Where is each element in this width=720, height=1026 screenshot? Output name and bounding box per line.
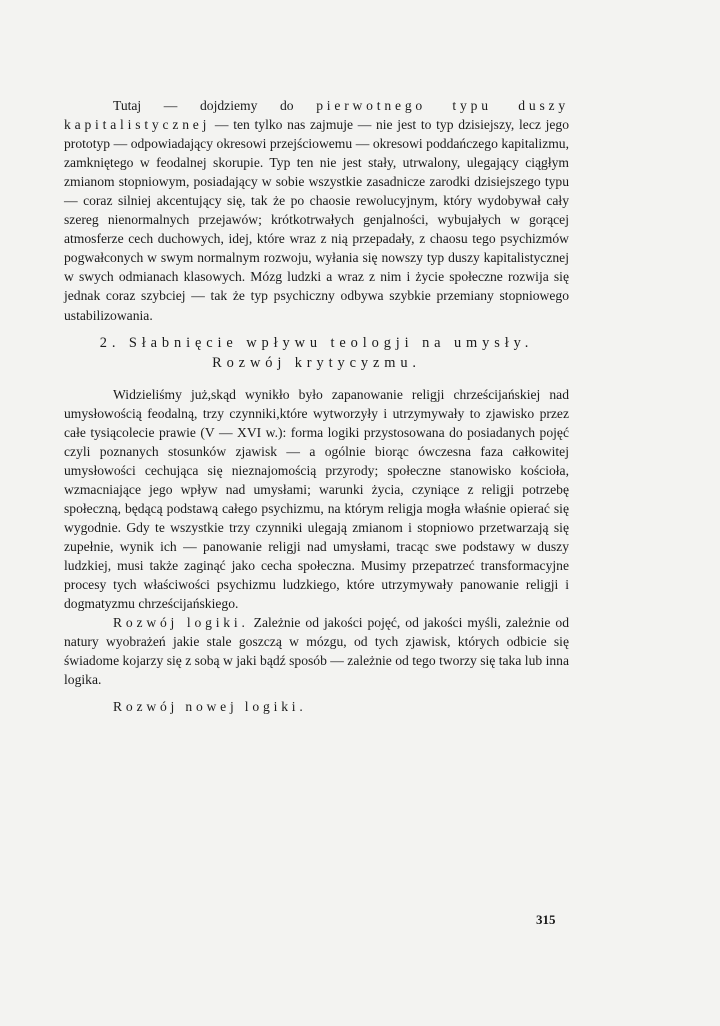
paragraph-3 (64, 613, 569, 689)
paragraph-2: Widzieliśmy już,skąd wynikło było zapanowanie religji chrześcijańskiej nad umysłowością feodalną, trzy czynniki,które wytworzyły i utrzymywały to zjawisko przez całe tysiącolecie prawie (V — XVI w.): forma logiki przystosowana do posiadanych pojęć czyli poznanych stosunków zjawisk — a ogólnie biorąc ówczesna faza całkowitej umysłowości cechująca się nieznajomością przyrody; społeczne stanowisko kościoła, wzmacniające jego wpływ nad umysłami; warunki życia, czyniące z religji potrzebę społeczną, będącą podstawą całego psychizmu, na którym religja mogła właśnie opierać się wygodnie. Gdy te wszystkie trzy czynniki ulegają zmianom i stopniowo przetwarzają się zupełnie, wynik ich — panowanie religji nad umysłami, tracąc swe podstawy w duszy ludzkiej, musi także zaginąć jako cecha społeczna. Musimy przepatrzeć transformacyjne procesy tych właściwości psychizmu ludzkiego, które utrzymywały panowanie religji i dogmatyzmu chrześcijańskiego. (64, 386, 569, 612)
emphasized-term: pierwotnego typu duszy kapitalistycznej (64, 98, 569, 133)
section-heading-line-1: 2. Słabnięcie wpływu teologji na umysły. (99, 334, 534, 351)
paragraph-4-lead: Rozwój nowej logiki. (113, 699, 307, 715)
section-heading-line-2: Rozwój krytycyzmu. (212, 354, 421, 371)
paragraph-3-body: Zależnie od jakości pojęć, od jakości myśli, zależnie od natury wyobrażeń jakie stale goszczą w mózgu, od tych zjawisk, których odbicie się świadome kojarzy się z sobą w jaki bądź sposób — zależnie od tego tworzy się taka lub inna logika. (64, 615, 569, 688)
paragraph-4 (64, 697, 569, 716)
page-text (64, 96, 569, 716)
paragraph-1-intro: Tutaj — dojdziemy do (113, 98, 294, 113)
paragraph-3-lead: Rozwój logiki. (113, 615, 249, 631)
page-number: 315 (536, 912, 556, 927)
paragraph-1-body: — ten tylko nas zajmuje — nie jest to typ dzisiejszy, lecz jego prototyp — odpowiadający okresowi przejściowemu — okresowi poddańczego kapitalizmu, zamkniętego w feodalnej skorupie. Typ ten nie jest stały, utrwalony, ulegający ciągłym zmianom stopniowym, posiadający w sobie wszystkie zasadnicze zarodki dzisiejszego typu — coraz silniej akcentujący się, tak że po chaosie rewolucyjnym, który wydobywał cały szereg nienormalnych przejawów; krótkotrwałych genjalności, wybujałych w gorącej atmosferze cech duchowych, idej, które wraz z nią przepadały, z chaosu tego psychizmów pogwałconych w swym normalnym rozwoju, wyłania się nowszy typ duszy kapitalistycznej w swych odmianach klasowych. Mózg ludzki a wraz z nim i życie społeczne rozwija się jednak coraz szybciej — tak że typ psychiczny odbywa szybkie przemiany stopniowego ustabilizowania. (64, 117, 569, 323)
paragraph-gap (64, 689, 569, 697)
section-heading (64, 333, 569, 373)
paragraph-1 (64, 96, 569, 325)
